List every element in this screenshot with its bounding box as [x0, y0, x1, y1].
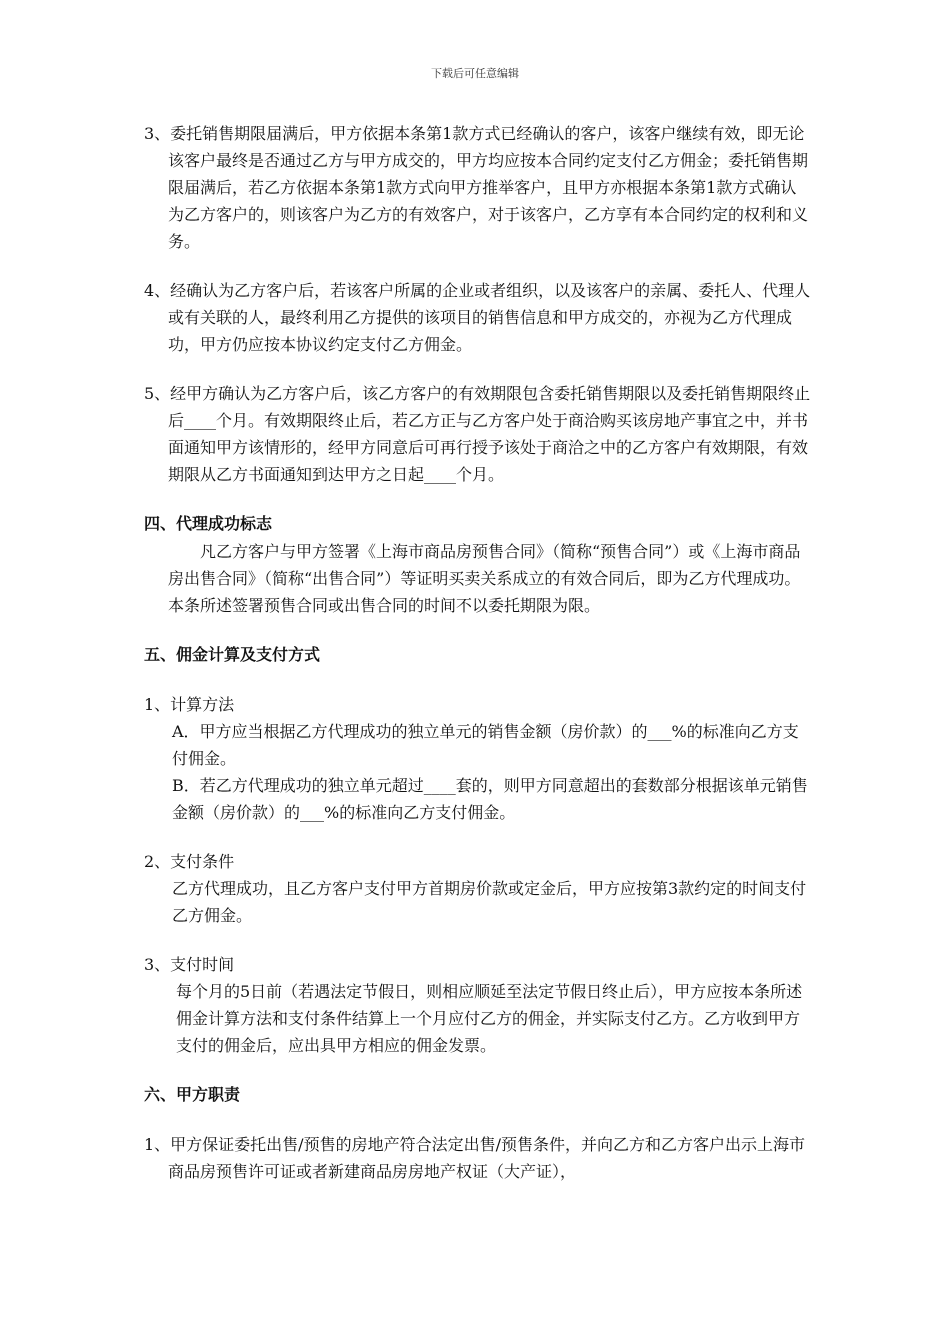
payment-time-body: 每个月的5日前（若遇法定节假日，则相应顺延至法定节假日终止后），甲方应按本条所述佣金计算方法和支付条件结算上一个月应付乙方的佣金，并实际支付乙方。乙方收到甲方支付的佣金后，应出具甲方相应的佣金发票。	[176, 982, 803, 1055]
section-6-item-1: 1、甲方保证委托出售/预售的房地产符合法定出售/预售条件，并向乙方和乙方客户出示上海市商品房预售许可证或者新建商品房房地产权证（大产证），	[144, 1135, 805, 1181]
page-header-note: 下载后可任意编辑	[431, 67, 519, 80]
calc-method-b: B．若乙方代理成功的独立单元超过____套的，则甲方同意超出的套数部分根据该单元销售金额（房价款）的___%的标准向乙方支付佣金。	[172, 776, 808, 822]
payment-time-title: 3、支付时间	[144, 955, 235, 974]
section-4-heading: 四、代理成功标志	[144, 514, 273, 533]
section-4-body: 凡乙方客户与甲方签署《上海市商品房预售合同》（简称“预售合同”）或《上海市商品房出售合同》（简称“出售合同”）等证明买卖关系成立的有效合同后，即为乙方代理成功。本条所述签署预售合同或出售合同的时间不以委托期限为限。	[168, 542, 801, 615]
payment-condition-body: 乙方代理成功，且乙方客户支付甲方首期房价款或定金后，甲方应按第3款约定的时间支付乙方佣金。	[172, 879, 807, 925]
section-5-heading: 五、佣金计算及支付方式	[144, 645, 321, 664]
calc-method-title: 1、计算方法	[144, 695, 235, 714]
calc-method-a: A．甲方应当根据乙方代理成功的独立单元的销售金额（房价款）的___%的标准向乙方支付佣金。	[172, 722, 799, 768]
clause-3: 3、委托销售期限届满后，甲方依据本条第1款方式已经确认的客户，该客户继续有效，即无论该客户最终是否通过乙方与甲方成交的，甲方均应按本合同约定支付乙方佣金；委托销售期限届满后，若乙方依据本条第1款方式向甲方推举客户，且甲方亦根据本条第1款方式确认为乙方客户的，则该客户为乙方的有效客户，对于该客户，乙方享有本合同约定的权利和义务。	[144, 124, 809, 251]
clause-4: 4、经确认为乙方客户后，若该客户所属的企业或者组织，以及该客户的亲属、委托人、代理人或有关联的人，最终利用乙方提供的该项目的销售信息和甲方成交的，亦视为乙方代理成功，甲方仍应按本协议约定支付乙方佣金。	[144, 281, 811, 354]
section-6-heading: 六、甲方职责	[144, 1085, 241, 1104]
payment-condition-title: 2、支付条件	[144, 852, 235, 871]
clause-5: 5、经甲方确认为乙方客户后，该乙方客户的有效期限包含委托销售期限以及委托销售期限终止后____个月。有效期限终止后，若乙方正与乙方客户处于商洽购买该房地产事宜之中，并书面通知甲方该情形的，经甲方同意后可再行授予该处于商洽之中的乙方客户有效期限，有效期限从乙方书面通知到达甲方之日起____个月。	[144, 384, 811, 484]
document-body	[144, 120, 812, 1185]
